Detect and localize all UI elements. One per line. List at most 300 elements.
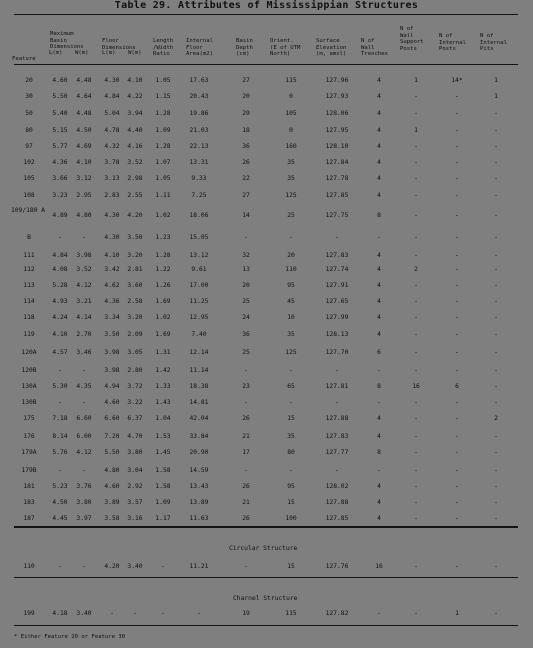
table-cell-orientation: 105 — [285, 110, 297, 117]
charnel-cell-floor-length: - — [110, 610, 114, 617]
table-cell-internal-pits: - — [494, 367, 498, 374]
table-cell-wall-trenches: 4 — [377, 515, 381, 522]
table-cell-basin-length: 4.93 — [52, 298, 68, 305]
table-cell-wall-trenches: 4 — [377, 252, 381, 259]
table-cell-elevation: 127.81 — [325, 383, 349, 390]
table-cell-elevation: - — [335, 467, 339, 474]
table-cell-floor-area: 11.25 — [189, 298, 209, 305]
table-cell-wall-support-posts: - — [414, 433, 418, 440]
table-cell-wall-trenches: 4 — [377, 175, 381, 182]
table-cell-internal-pits: - — [494, 314, 498, 321]
table-cell-floor-length: 4.36 — [104, 298, 120, 305]
table-cell-internal-posts: - — [455, 399, 459, 406]
table-cell-ratio: 1.15 — [155, 93, 171, 100]
table-cell-floor-area: 33.84 — [189, 433, 209, 440]
table-cell-wall-trenches: 4 — [377, 77, 381, 84]
table-cell-basin-length: 5.15 — [52, 127, 68, 134]
table-cell-floor-width: 2.92 — [127, 483, 143, 490]
table-cell-floor-width: 4.20 — [127, 212, 143, 219]
table-cell-elevation: 127.95 — [325, 127, 349, 134]
table-cell-wall-support-posts: - — [414, 234, 418, 241]
table-cell-wall-trenches: 4 — [377, 266, 381, 273]
table-cell-floor-length: 4.30 — [104, 77, 120, 84]
table-cell-ratio: 1.45 — [155, 449, 171, 456]
table-cell-basin-width: 4.12 — [76, 282, 92, 289]
table-cell-basin-width: 4.48 — [76, 110, 92, 117]
table-cell-floor-width: 3.52 — [127, 159, 143, 166]
table-cell-orientation: 15 — [287, 415, 295, 422]
table-cell-internal-pits: - — [494, 143, 498, 150]
table-cell-basin-depth: 26 — [242, 159, 250, 166]
table-cell-basin-depth: 21 — [242, 433, 250, 440]
header-basin-dims: Maximum Basin Dimensions — [50, 31, 84, 51]
table-cell-internal-posts: - — [455, 415, 459, 422]
table-cell-floor-length: 4.60 — [104, 483, 120, 490]
table-cell-floor-area: 13.12 — [189, 252, 209, 259]
table-cell-basin-length: 4.10 — [52, 331, 68, 338]
table-cell-floor-width: 4.22 — [127, 93, 143, 100]
table-cell-orientation: 95 — [287, 483, 295, 490]
table-cell-wall-trenches: 4 — [377, 415, 381, 422]
table-cell-basin-length: 5.50 — [52, 93, 68, 100]
table-cell-basin-length: 4.50 — [52, 499, 68, 506]
header-trenches: N of Wall Trenches — [361, 38, 388, 58]
charnel-cell-internal-posts: 1 — [455, 610, 459, 617]
table-cell-basin-length: - — [58, 367, 62, 374]
charnel-cell-floor-area: - — [197, 610, 201, 617]
table-cell-internal-posts: - — [455, 266, 459, 273]
table-cell-floor-width: 4.40 — [127, 127, 143, 134]
circular-cell-wall-support-posts: - — [414, 563, 418, 570]
table-cell-internal-posts: - — [455, 331, 459, 338]
table-cell-orientation: - — [289, 399, 293, 406]
table-cell-wall-support-posts: - — [414, 252, 418, 259]
table-cell-basin-width: 4.64 — [76, 93, 92, 100]
table-cell-wall-trenches: - — [377, 399, 381, 406]
table-cell-elevation: 127.78 — [325, 175, 349, 182]
table-cell-floor-width: 4.10 — [127, 77, 143, 84]
table-cell-ratio: 1.17 — [155, 515, 171, 522]
table-cell-basin-width: - — [82, 367, 86, 374]
table-cell-internal-posts: 14* — [451, 77, 463, 84]
table-cell-basin-depth: 26 — [242, 415, 250, 422]
header-basin-l: L(m) — [49, 50, 63, 56]
table-cell-basin-length: 3.66 — [52, 175, 68, 182]
table-cell-floor-width: 3.57 — [127, 499, 143, 506]
table-cell-feature: 108 — [23, 192, 35, 199]
table-cell-orientation: 95 — [287, 282, 295, 289]
table-cell-ratio: 1.42 — [155, 367, 171, 374]
table-cell-internal-posts: - — [455, 367, 459, 374]
table-cell-orientation: 20 — [287, 252, 295, 259]
table-cell-internal-pits: - — [494, 515, 498, 522]
table-cell-floor-area: 42.04 — [189, 415, 209, 422]
table-cell-orientation: 45 — [287, 298, 295, 305]
table-cell-elevation: 127.85 — [325, 515, 349, 522]
table-cell-wall-trenches: 4 — [377, 298, 381, 305]
table-cell-basin-depth: 32 — [242, 252, 250, 259]
table-cell-wall-support-posts: - — [414, 499, 418, 506]
table-cell-elevation: 127.70 — [325, 349, 349, 356]
table-cell-internal-posts: - — [455, 159, 459, 166]
header-orient: Orient. (E of UTM North) — [270, 38, 301, 58]
table-cell-floor-area: 20.43 — [189, 93, 209, 100]
table-cell-basin-depth: 26 — [242, 515, 250, 522]
table-cell-floor-width: 6.37 — [127, 415, 143, 422]
table-cell-internal-pits: - — [494, 467, 498, 474]
charnel-cell-elevation: 127.82 — [325, 610, 349, 617]
table-cell-floor-length: 4.10 — [104, 252, 120, 259]
table-cell-floor-length: 3.89 — [104, 499, 120, 506]
table-cell-floor-length: 4.84 — [104, 93, 120, 100]
table-cell-floor-length: 4.80 — [104, 467, 120, 474]
table-cell-wall-support-posts: - — [414, 349, 418, 356]
table-cell-elevation: - — [335, 367, 339, 374]
table-cell-basin-width: 4.12 — [76, 449, 92, 456]
table-cell-internal-posts: - — [455, 314, 459, 321]
table-cell-wall-support-posts: 1 — [414, 127, 418, 134]
table-cell-wall-trenches: 4 — [377, 192, 381, 199]
table-cell-wall-support-posts: - — [414, 314, 418, 321]
table-cell-basin-length: 5.28 — [52, 282, 68, 289]
circular-cell-basin-width: - — [82, 563, 86, 570]
circular-cell-basin-length: - — [58, 563, 62, 570]
table-cell-wall-support-posts: - — [414, 143, 418, 150]
table-cell-wall-support-posts: 1 — [414, 77, 418, 84]
table-cell-floor-area: 14.59 — [189, 467, 209, 474]
table-cell-internal-pits: - — [494, 349, 498, 356]
table-cell-basin-width: 4.14 — [76, 314, 92, 321]
table-cell-internal-pits: - — [494, 449, 498, 456]
table-cell-orientation: - — [289, 467, 293, 474]
table-cell-basin-length: 5.23 — [52, 483, 68, 490]
table-cell-orientation: 35 — [287, 159, 295, 166]
table-cell-basin-width: - — [82, 234, 86, 241]
table-cell-wall-trenches: 4 — [377, 483, 381, 490]
table-cell-basin-length: 4.24 — [52, 314, 68, 321]
table-cell-wall-support-posts: - — [414, 93, 418, 100]
table-cell-basin-width: 4.48 — [76, 77, 92, 84]
table-cell-internal-posts: - — [455, 499, 459, 506]
table-cell-internal-pits: 1 — [494, 93, 498, 100]
table-cell-ratio: 1.69 — [155, 298, 171, 305]
table-cell-floor-width: 2.98 — [127, 175, 143, 182]
table-cell-floor-length: 3.78 — [104, 159, 120, 166]
table-cell-basin-depth: 23 — [242, 383, 250, 390]
charnel-cell-floor-width: - — [133, 610, 137, 617]
table-cell-floor-length: 3.50 — [104, 331, 120, 338]
table-cell-ratio: 1.58 — [155, 467, 171, 474]
table-cell-ratio: 1.33 — [155, 383, 171, 390]
table-cell-basin-length: 4.36 — [52, 159, 68, 166]
table-cell-basin-depth: - — [244, 234, 248, 241]
table-cell-elevation: 127.75 — [325, 212, 349, 219]
table-cell-feature: 112 — [23, 266, 35, 273]
table-cell-wall-trenches: 4 — [377, 110, 381, 117]
table-cell-basin-width: 2.95 — [76, 192, 92, 199]
circular-cell-elevation: 127.76 — [325, 563, 349, 570]
table-cell-floor-width: 3.04 — [127, 467, 143, 474]
table-cell-basin-width: - — [82, 467, 86, 474]
table-cell-elevation: 128.10 — [325, 143, 349, 150]
table-cell-orientation: 15 — [287, 499, 295, 506]
header-pits: N of Internal Pits — [480, 33, 507, 53]
table-cell-internal-pits: - — [494, 331, 498, 338]
table-cell-basin-width: 4.50 — [76, 127, 92, 134]
table-cell-floor-area: 13.43 — [189, 483, 209, 490]
table-cell-floor-length: 2.83 — [104, 192, 120, 199]
charnel-cell-basin-width: 3.40 — [76, 610, 92, 617]
table-cell-wall-trenches: - — [377, 367, 381, 374]
table-cell-basin-depth: 13 — [242, 266, 250, 273]
table-cell-feature: 179B — [21, 467, 37, 474]
table-cell-basin-width: 2.70 — [76, 331, 92, 338]
table-cell-internal-pits: - — [494, 383, 498, 390]
table-cell-basin-depth: 22 — [242, 175, 250, 182]
table-cell-ratio: 1.53 — [155, 433, 171, 440]
table-cell-floor-length: 6.60 — [104, 415, 120, 422]
circular-cell-ratio: - — [161, 563, 165, 570]
circular-cell-basin-depth: - — [244, 563, 248, 570]
table-cell-elevation: - — [335, 399, 339, 406]
table-cell-floor-length: 7.20 — [104, 433, 120, 440]
circular-cell-internal-posts: - — [455, 563, 459, 570]
table-cell-feature: 118 — [23, 314, 35, 321]
table-cell-feature: 120A — [21, 349, 37, 356]
table-cell-elevation: 127.84 — [325, 159, 349, 166]
table-cell-feature: 97 — [25, 143, 33, 150]
table-cell-basin-depth: 36 — [242, 331, 250, 338]
table-cell-orientation: 0 — [289, 127, 293, 134]
table-cell-feature: B — [27, 234, 31, 241]
header-area: Internal Floor Area(m2) — [186, 38, 213, 58]
table-cell-internal-pits: - — [494, 399, 498, 406]
table-cell-feature: 114 — [23, 298, 35, 305]
table-cell-wall-support-posts: - — [414, 415, 418, 422]
circular-cell-internal-pits: - — [494, 563, 498, 570]
table-cell-floor-width: 3.80 — [127, 449, 143, 456]
table-cell-feature: 111 — [23, 252, 35, 259]
table-cell-ratio: 1.02 — [155, 314, 171, 321]
header-internal-posts: N of Internal Posts — [439, 33, 466, 53]
table-cell-ratio: 1.09 — [155, 127, 171, 134]
header-basin-w: W(m) — [75, 50, 89, 56]
table-cell-elevation: 127.91 — [325, 282, 349, 289]
table-cell-wall-trenches: - — [377, 234, 381, 241]
table-cell-basin-length: - — [58, 467, 62, 474]
table-cell-basin-depth: 27 — [242, 77, 250, 84]
table-cell-feature: 105 — [23, 175, 35, 182]
table-cell-orientation: - — [289, 367, 293, 374]
table-cell-wall-trenches: 4 — [377, 93, 381, 100]
table-cell-internal-pits: - — [494, 298, 498, 305]
table-cell-floor-width: 3.20 — [127, 314, 143, 321]
table-cell-wall-support-posts: - — [414, 192, 418, 199]
table-cell-floor-area: 9.33 — [191, 175, 207, 182]
table-cell-orientation: 115 — [285, 77, 297, 84]
table-cell-wall-trenches: 4 — [377, 127, 381, 134]
table-cell-feature: 113 — [23, 282, 35, 289]
table-cell-feature: 120B — [21, 367, 37, 374]
table-cell-wall-support-posts: 2 — [414, 266, 418, 273]
table-cell-basin-length: 4.84 — [52, 252, 68, 259]
table-cell-floor-area: 20.90 — [189, 449, 209, 456]
table-cell-basin-length: 5.76 — [52, 449, 68, 456]
charnel-cell-orientation: 115 — [285, 610, 297, 617]
table-cell-internal-pits: - — [494, 252, 498, 259]
table-cell-basin-depth: 20 — [242, 282, 250, 289]
table-cell-internal-posts: - — [455, 252, 459, 259]
table-cell-floor-width: 4.70 — [127, 433, 143, 440]
table-cell-wall-trenches: 6 — [377, 349, 381, 356]
table-cell-floor-width: 2.09 — [127, 331, 143, 338]
table-cell-basin-depth: 29 — [242, 110, 250, 117]
charnel-rule — [14, 625, 518, 626]
circular-cell-floor-area: 11.21 — [189, 563, 209, 570]
header-support: N of Wall Support Posts — [400, 26, 424, 52]
table-cell-ratio: 1.05 — [155, 175, 171, 182]
table-cell-internal-posts: - — [455, 93, 459, 100]
table-cell-feature: 179A — [21, 449, 37, 456]
table-cell-floor-area: 14.81 — [189, 399, 209, 406]
table-cell-floor-length: 5.50 — [104, 449, 120, 456]
table-cell-basin-width: 3.12 — [76, 175, 92, 182]
table-cell-elevation: 127.88 — [325, 415, 349, 422]
circular-cell-wall-trenches: 16 — [375, 563, 383, 570]
table-cell-internal-posts: - — [455, 515, 459, 522]
table-cell-basin-length: - — [58, 234, 62, 241]
table-cell-basin-width: - — [82, 399, 86, 406]
charnel-cell-basin-length: 4.18 — [52, 610, 68, 617]
table-cell-floor-area: 12.14 — [189, 349, 209, 356]
table-cell-floor-width: 3.20 — [127, 252, 143, 259]
table-cell-floor-area: 12.95 — [189, 314, 209, 321]
table-cell-floor-area: 13.31 — [189, 159, 209, 166]
table-cell-wall-support-posts: 16 — [412, 383, 420, 390]
table-cell-floor-area: 7.40 — [191, 331, 207, 338]
table-cell-basin-width: 3.98 — [76, 252, 92, 259]
table-cell-elevation: 127.96 — [325, 77, 349, 84]
table-cell-floor-width: 2.55 — [127, 192, 143, 199]
table-cell-floor-area: 7.25 — [191, 192, 207, 199]
table-cell-basin-width: 4.35 — [76, 383, 92, 390]
table-cell-basin-width: 3.21 — [76, 298, 92, 305]
table-cell-internal-pits: 1 — [494, 77, 498, 84]
table-cell-floor-width: 3.16 — [127, 515, 143, 522]
table-cell-floor-length: 4.94 — [104, 383, 120, 390]
header-elev: Surface Elevation (m, amsl) — [316, 38, 347, 58]
table-cell-orientation: 80 — [287, 449, 295, 456]
table-cell-elevation: 127.85 — [325, 192, 349, 199]
charnel-cell-internal-pits: - — [494, 610, 498, 617]
table-cell-orientation: 0 — [289, 93, 293, 100]
table-cell-wall-support-posts: - — [414, 399, 418, 406]
table-cell-feature: 50 — [25, 110, 33, 117]
table-cell-wall-support-posts: - — [414, 159, 418, 166]
table-cell-internal-pits: - — [494, 127, 498, 134]
table-cell-wall-trenches: 8 — [377, 449, 381, 456]
table-cell-basin-depth: 20 — [242, 93, 250, 100]
table-cell-basin-length: 4.60 — [52, 77, 68, 84]
table-cell-feature: 181 — [23, 483, 35, 490]
table-cell-elevation: 127.74 — [325, 266, 349, 273]
table-cell-basin-depth: 25 — [242, 349, 250, 356]
table-cell-basin-length: 5.40 — [52, 110, 68, 117]
table-cell-floor-area: 11.14 — [189, 367, 209, 374]
table-cell-orientation: 100 — [285, 515, 297, 522]
table-cell-wall-trenches: 4 — [377, 433, 381, 440]
table-cell-basin-width: 6.60 — [76, 415, 92, 422]
table-cell-floor-width: 3.72 — [127, 383, 143, 390]
table-cell-basin-width: 3.80 — [76, 499, 92, 506]
table-cell-internal-pits: - — [494, 499, 498, 506]
table-cell-internal-pits: - — [494, 110, 498, 117]
table-cell-internal-posts: - — [455, 349, 459, 356]
table-cell-feature: 130B — [21, 399, 37, 406]
table-cell-feature: 109/180 A — [10, 207, 46, 214]
table-cell-ratio: 1.31 — [155, 349, 171, 356]
table-cell-wall-trenches: 4 — [377, 314, 381, 321]
table-cell-floor-length: 4.78 — [104, 127, 120, 134]
table-cell-basin-depth: - — [244, 467, 248, 474]
charnel-structure-label: Charnel Structure — [233, 595, 298, 602]
table-cell-ratio: 1.58 — [155, 483, 171, 490]
table-cell-wall-support-posts: - — [414, 483, 418, 490]
table-cell-floor-area: 21.03 — [189, 127, 209, 134]
table-cell-internal-posts: - — [455, 110, 459, 117]
table-cell-ratio: 1.23 — [155, 234, 171, 241]
table-cell-floor-length: 4.32 — [104, 143, 120, 150]
table-cell-floor-width: 2.81 — [127, 266, 143, 273]
footnote: * Either Feature 20 or Feature 30 — [14, 634, 126, 640]
table-cell-internal-pits: - — [494, 159, 498, 166]
table-cell-internal-posts: - — [455, 212, 459, 219]
table-cell-orientation: 125 — [285, 349, 297, 356]
table-cell-basin-length: 5.30 — [52, 383, 68, 390]
table-cell-wall-trenches: - — [377, 467, 381, 474]
table-cell-ratio: 1.69 — [155, 331, 171, 338]
table-cell-wall-support-posts: - — [414, 331, 418, 338]
table-cell-internal-pits: - — [494, 175, 498, 182]
table-cell-orientation: 125 — [285, 192, 297, 199]
table-cell-internal-pits: 2 — [494, 415, 498, 422]
circular-cell-orientation: 15 — [287, 563, 295, 570]
table-cell-wall-trenches: 4 — [377, 282, 381, 289]
table-cell-ratio: 1.07 — [155, 159, 171, 166]
table-cell-internal-posts: - — [455, 467, 459, 474]
table-cell-ratio: 1.11 — [155, 192, 171, 199]
table-cell-wall-support-posts: - — [414, 467, 418, 474]
table-cell-floor-length: 5.04 — [104, 110, 120, 117]
table-cell-floor-area: 13.89 — [189, 499, 209, 506]
table-cell-elevation: 128.02 — [325, 483, 349, 490]
table-cell-basin-width: 6.00 — [76, 433, 92, 440]
table-cell-ratio: 1.28 — [155, 110, 171, 117]
table-cell-floor-area: 15.05 — [189, 234, 209, 241]
table-cell-feature: 119 — [23, 331, 35, 338]
table-cell-basin-length: 4.57 — [52, 349, 68, 356]
circular-structure-label: Circular Structure — [229, 545, 298, 552]
table-cell-internal-posts: 6 — [455, 383, 459, 390]
table-cell-floor-width: 3.50 — [127, 234, 143, 241]
table-cell-orientation: 65 — [287, 383, 295, 390]
table-cell-elevation: - — [335, 234, 339, 241]
table-cell-orientation: 25 — [287, 212, 295, 219]
table-cell-wall-trenches: 8 — [377, 212, 381, 219]
table-cell-floor-area: 17.63 — [189, 77, 209, 84]
table-cell-feature: 187 — [23, 515, 35, 522]
header-rule — [14, 64, 518, 65]
